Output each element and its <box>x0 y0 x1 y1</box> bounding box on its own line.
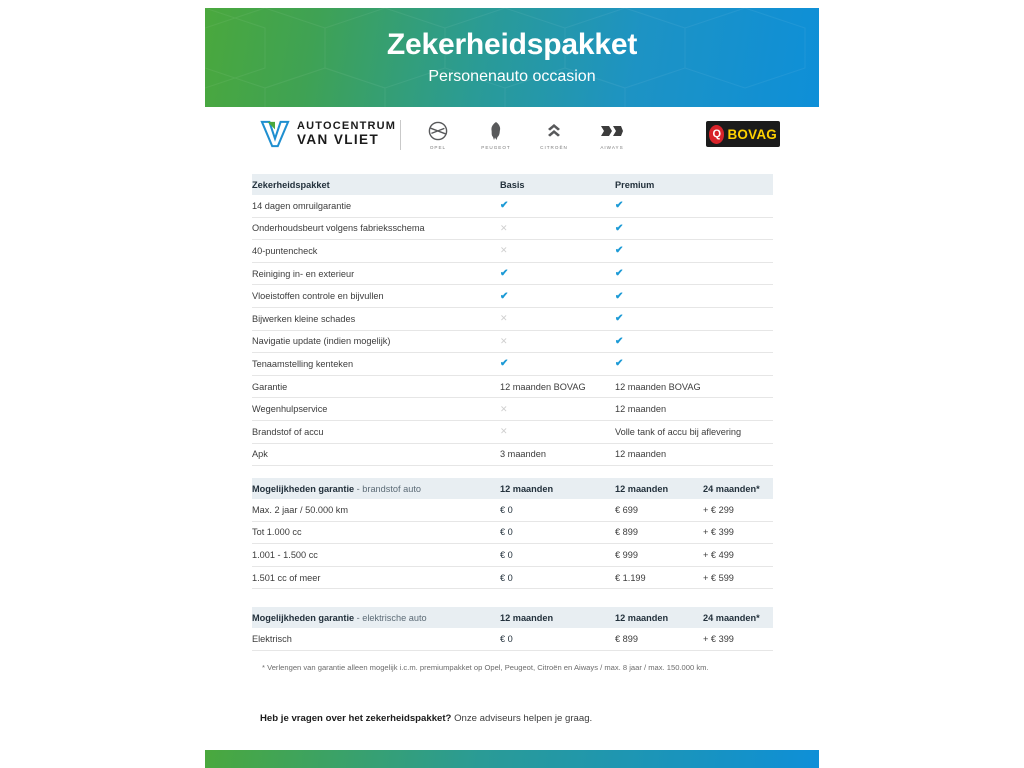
table-row <box>252 443 773 466</box>
autocentrum-van-vliet-logo <box>260 120 396 148</box>
row-value-col2: € 0 <box>500 544 615 567</box>
bovag-logo <box>706 121 780 147</box>
header-bold-text: Mogelijkheden garantie <box>252 612 355 623</box>
row-value-col4: + € 399 <box>703 521 773 544</box>
marque-peugeot-label: PEUGEOT <box>481 145 511 150</box>
header-premium: Premium <box>615 174 773 195</box>
table-row <box>252 285 773 308</box>
row-value-basis: 12 maanden BOVAG <box>500 375 615 398</box>
row-value-col3: € 699 <box>615 499 703 521</box>
row-value-col3: € 1.199 <box>615 566 703 589</box>
row-value-col3: € 899 <box>615 628 703 650</box>
header-mogelijkheden-elektrisch <box>252 607 500 628</box>
table-header-row <box>252 607 773 628</box>
check-icon: ✔ <box>615 268 624 280</box>
row-label: 1.001 - 1.500 cc <box>252 544 500 567</box>
header-light-text: - elektrische auto <box>354 612 427 623</box>
row-label: Max. 2 jaar / 50.000 km <box>252 499 500 521</box>
row-label: Garantie <box>252 375 500 398</box>
row-value-col3: € 899 <box>615 521 703 544</box>
row-label: Onderhoudsbeurt volgens fabrieksschema <box>252 217 500 240</box>
row-value-premium: 12 maanden <box>615 398 773 421</box>
header-col2: 12 maanden <box>500 478 615 499</box>
peugeot-lion-icon <box>476 120 516 142</box>
row-label: Vloeistoffen controle en bijvullen <box>252 285 500 308</box>
footer-bar <box>205 750 819 768</box>
footnote: * Verlengen van garantie alleen mogelijk i.c.m. premiumpakket op Opel, Peugeot, Citroën en Aiways / max. 8 jaar / max. 150.000 km. <box>262 663 709 672</box>
logo-line-1: AUTOCENTRUM <box>297 120 397 133</box>
row-label: Reiniging in- en exterieur <box>252 262 500 285</box>
citroen-chevrons-icon <box>534 120 574 142</box>
header-banner <box>205 8 819 107</box>
header-basis: Basis <box>500 174 615 195</box>
header-col4: 24 maanden* <box>703 607 773 628</box>
marque-peugeot <box>476 120 516 150</box>
check-icon: ✔ <box>615 290 624 302</box>
header-col4: 24 maanden* <box>703 478 773 499</box>
table-row <box>252 217 773 240</box>
check-icon: ✔ <box>500 290 509 302</box>
row-value-col3: € 999 <box>615 544 703 567</box>
row-label: Bijwerken kleine schades <box>252 307 500 330</box>
aiways-logo-icon <box>592 120 632 142</box>
table-row <box>252 499 773 521</box>
cross-icon: ✕ <box>500 313 508 324</box>
header-bold-text: Mogelijkheden garantie <box>252 483 355 494</box>
brand-divider <box>400 120 401 150</box>
marque-aiways-label: AIWAYS <box>600 145 624 150</box>
brand-row <box>250 120 780 162</box>
row-value-col2: € 0 <box>500 566 615 589</box>
row-label: 1.501 cc of meer <box>252 566 500 589</box>
van-vliet-mark-icon <box>260 120 290 148</box>
row-value-col2: € 0 <box>500 521 615 544</box>
logo-line-2: VAN VLIET <box>297 131 380 147</box>
header-light-text: - brandstof auto <box>354 483 422 494</box>
contact-question: Heb je vragen over het zekerheidspakket? <box>260 713 452 724</box>
table-row <box>252 544 773 567</box>
header-col3: 12 maanden <box>615 607 703 628</box>
check-icon: ✔ <box>615 335 624 347</box>
header-col3: 12 maanden <box>615 478 703 499</box>
zekerheidspakket-table <box>252 174 773 466</box>
marque-logos <box>418 120 632 150</box>
table-row <box>252 521 773 544</box>
row-value-premium: Volle tank of accu bij aflevering <box>615 420 773 443</box>
table-row <box>252 262 773 285</box>
row-value-basis: 3 maanden <box>500 443 615 466</box>
row-label: Wegenhulpservice <box>252 398 500 421</box>
banner-title: Zekerheidspakket <box>386 28 638 61</box>
row-label: 40-puntencheck <box>252 240 500 263</box>
table-row <box>252 628 773 650</box>
check-icon: ✔ <box>615 222 624 234</box>
row-value-col4: + € 599 <box>703 566 773 589</box>
marque-citroen-label: CITROËN <box>540 145 568 150</box>
table-row <box>252 240 773 263</box>
table-row <box>252 566 773 589</box>
opel-logo-icon <box>418 120 458 142</box>
check-icon: ✔ <box>615 245 624 257</box>
header-mogelijkheden-brandstof <box>252 478 500 499</box>
header-zekerheidspakket: Zekerheidspakket <box>252 174 500 195</box>
cross-icon: ✕ <box>500 222 508 233</box>
table-header-row <box>252 174 773 195</box>
garantie-brandstof-table <box>252 478 773 589</box>
marque-opel-label: OPEL <box>429 145 447 150</box>
bovag-mark-icon: Q <box>709 125 724 144</box>
table-row <box>252 330 773 353</box>
table-row <box>252 307 773 330</box>
garantie-elektrisch-table <box>252 607 773 651</box>
row-value-premium: 12 maanden BOVAG <box>615 375 773 398</box>
marque-opel <box>418 120 458 150</box>
cross-icon: ✕ <box>500 426 508 437</box>
row-label: Navigatie update (indien mogelijk) <box>252 330 500 353</box>
table-row <box>252 353 773 376</box>
row-label: Tot 1.000 cc <box>252 521 500 544</box>
row-label: Elektrisch <box>252 628 500 650</box>
check-icon: ✔ <box>500 200 509 212</box>
check-icon: ✔ <box>500 358 509 370</box>
check-icon: ✔ <box>615 358 624 370</box>
table-row <box>252 420 773 443</box>
row-label: 14 dagen omruilgarantie <box>252 195 500 217</box>
marque-citroen <box>534 120 574 150</box>
row-label: Apk <box>252 443 500 466</box>
table-row <box>252 375 773 398</box>
row-value-col4: + € 499 <box>703 544 773 567</box>
row-label: Tenaamstelling kenteken <box>252 353 500 376</box>
row-value-col4: + € 399 <box>703 628 773 650</box>
bovag-wordmark: BOVAG <box>727 126 777 142</box>
check-icon: ✔ <box>615 313 624 325</box>
marque-aiways <box>592 120 632 150</box>
contact-line <box>260 713 592 724</box>
row-label: Brandstof of accu <box>252 420 500 443</box>
cross-icon: ✕ <box>500 335 508 346</box>
contact-answer: Onze adviseurs helpen je graag. <box>451 713 593 724</box>
row-value-premium: 12 maanden <box>615 443 773 466</box>
cross-icon: ✕ <box>500 245 508 256</box>
table-row <box>252 195 773 217</box>
row-value-col2: € 0 <box>500 628 615 650</box>
check-icon: ✔ <box>615 200 624 212</box>
row-value-col2: € 0 <box>500 499 615 521</box>
cross-icon: ✕ <box>500 403 508 414</box>
header-col2: 12 maanden <box>500 607 615 628</box>
banner-subtitle: Personenauto occasion <box>428 68 596 85</box>
table-header-row <box>252 478 773 499</box>
check-icon: ✔ <box>500 268 509 280</box>
table-row <box>252 398 773 421</box>
row-value-col4: + € 299 <box>703 499 773 521</box>
